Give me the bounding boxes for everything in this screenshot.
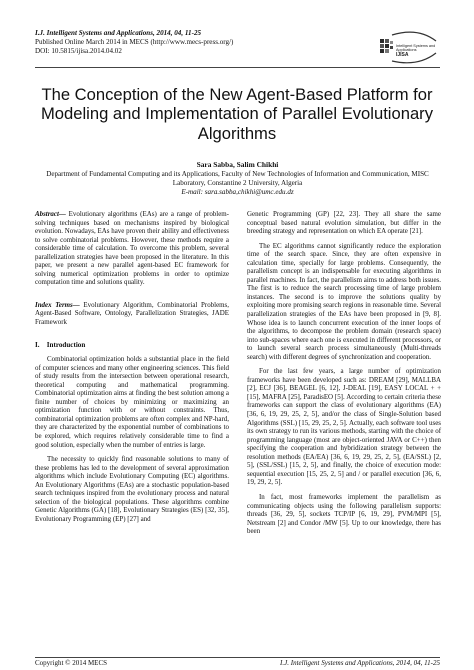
- section-number: I.: [35, 340, 40, 349]
- section-heading: [35, 341, 229, 350]
- logo-label: Intelligent Systems and Applications: [396, 44, 436, 53]
- footer-rule: [35, 657, 440, 658]
- journal-line: I.J. Intelligent Systems and Applications, 2014, 04, 11-25: [35, 29, 202, 37]
- footer-journal: I.J. Intelligent Systems and Applications, 2014, 04, 11-25: [280, 659, 440, 667]
- paragraph: Genetic Programming (GP) [22, 23]. They all share the same conceptual based natural evolution simulation, but differ in the breeding strategy and representation on which EA operate [21].: [247, 210, 441, 236]
- paragraph: Combinatorial optimization holds a substantial place in the field of computer sciences and many other engineering sciences. This field of study results from the intersection between operational research, theoretical computing and mathematical programming. Combinatorial optimization aims at finding the best solution among a finite number of choices by minimizing or maximizing an optimization function with or without constraints. Thus, combinatorial optimization problems are often complex and NP-hard, they are characterized by the exponential number of combinations to be explored, which requires relatively considerable time to find a good solution, especially when the number of entries is large.: [35, 355, 229, 449]
- index-terms-lead: Index Terms—: [35, 300, 80, 309]
- doi-line: DOI: 10.5815/ijisa.2014.04.02: [35, 47, 122, 56]
- paper-title: The Conception of the New Agent-Based Platform for Modeling and Implementation of Parallel Evolutionary Algorithms: [40, 85, 434, 143]
- published-line: Published Online March 2014 in MECS (http://www.mecs-press.org/): [35, 38, 234, 47]
- abstract-lead: Abstract—: [35, 210, 66, 218]
- email: E-mail: sara.sabba,chikhi@umc.edu.dz: [181, 188, 294, 196]
- journal-header: [35, 29, 365, 57]
- abstract-text: Evolutionary algorithms (EAs) are a range of problem-solving techniques based on mechanisms inspired by biological evolution. Nowadays, EAs have proven their ability and effectiveness to solve combinatorial problems. However, these methods require a considerable time of calculation. To overcome this problem, several parallelization strategies have been proposed in the literature. In this paper, we present a new parallel agent-based EC framework for solving numerical optimization problems in order to optimize computation time and solutions quality.: [35, 210, 229, 287]
- affiliation: Department of Fundamental Computing and its Applications, Faculty of New Technologies of Information and Communication, MISC Laboratory, Constantine 2 University, Algeria: [46, 170, 429, 187]
- footer-copyright: Copyright © 2014 MECS: [35, 659, 108, 667]
- paragraph: The necessity to quickly find reasonable solutions to many of these problems has led to the development of several approximation algorithms which include Evolutionary Computing (EC) algorithms. An Evolutionary Algorithms (EAs) are a stochastic population-based search techniques inspired from the evolutionary process and natural selection of the biological populations. These algorithms combine Genetic Algorithms (GA) [18], Evolutionary Strategies (ES) [32, 35], Evolutionary Programming (EP) [27] and: [35, 455, 229, 523]
- paragraph: The EC algorithms cannot significantly reduce the exploration time of the search space. Since, they are often expensive in calculation time, specially for large problems. Consequently, the parallelism concept is an indispensable for executing algorithms in parallel machines. In fact, the parallelism aims to address both issues. The first is to reduce the search processing time of large problem instances. The second is to improve the solutions quality by exploiting more promising search regions in reasonable time. Several parallelization strategies of the EAs have been proposed in [9, 8]. Whose idea is to launch concurrent execution of the inner loops of the algorithms, to decompose the problem domain (research space) into sub-spaces where each one is executed in different processors, or to launch several search process simultaneously (Multi-threads search) with different degrees of synchronization and cooperation.: [247, 241, 441, 361]
- authors: Sara Sabba, Salim Chikhi: [196, 160, 279, 169]
- paragraph: In fact, most frameworks implement the parallelism as communicating objects using the following parallelism supports: threads [36, 29, 5], sockets TCP/IP [6, 19, 29], PVM/MPI [5], Netstream [2] and Condor /MW [5]. Up to our knowledge, there has been: [247, 492, 441, 536]
- paragraph: For the last few years, a large number of optimization frameworks have been developed such as: DREAM [29], MALLBA [2], ECJ [36], BEAGEL [6, 12], J-DEAL [19], EASY LOCAL + + [15], MAFRA [25], ParadisEO [5]. According to certain criteria these frameworks can support the class of evolutionary algorithms (EA) [36, 6, 19, 29, 25, 2, 5], and/or the class of Single-Solution based Algorithms (SSL) [15, 29, 25, 2, 5]. Actually, each software tool uses its own strategy to run its various methods, starting with the choice of programming language (most are object-oriented JAVA or C++) then specifying the cooperation and hybridization strategy between the resolution methods (EA/EA) [36, 6, 19, 29, 25, 2, 5], (EA/SSL) [2, 5], (SSL/SSL) [15, 2, 5], and finally, the choice of execution mode: sequential execution [15, 25, 2, 5] and / or parallel execution [36, 6, 19, 29, 2, 5].: [247, 367, 441, 487]
- right-column: [247, 210, 441, 542]
- abstract: [35, 210, 229, 287]
- section-title: Introduction: [46, 340, 86, 349]
- logo-abbrev: IJISA: [396, 51, 409, 58]
- index-terms: [35, 301, 229, 327]
- header-rule: [35, 67, 440, 68]
- index-terms-text: Evolutionary Algorithm, Combinatorial Problems, Agent-Based Software, Ontology, Parallelization Strategies, JADE Framework: [35, 300, 229, 327]
- left-column: [35, 210, 229, 530]
- logo-wordmark: [396, 44, 440, 57]
